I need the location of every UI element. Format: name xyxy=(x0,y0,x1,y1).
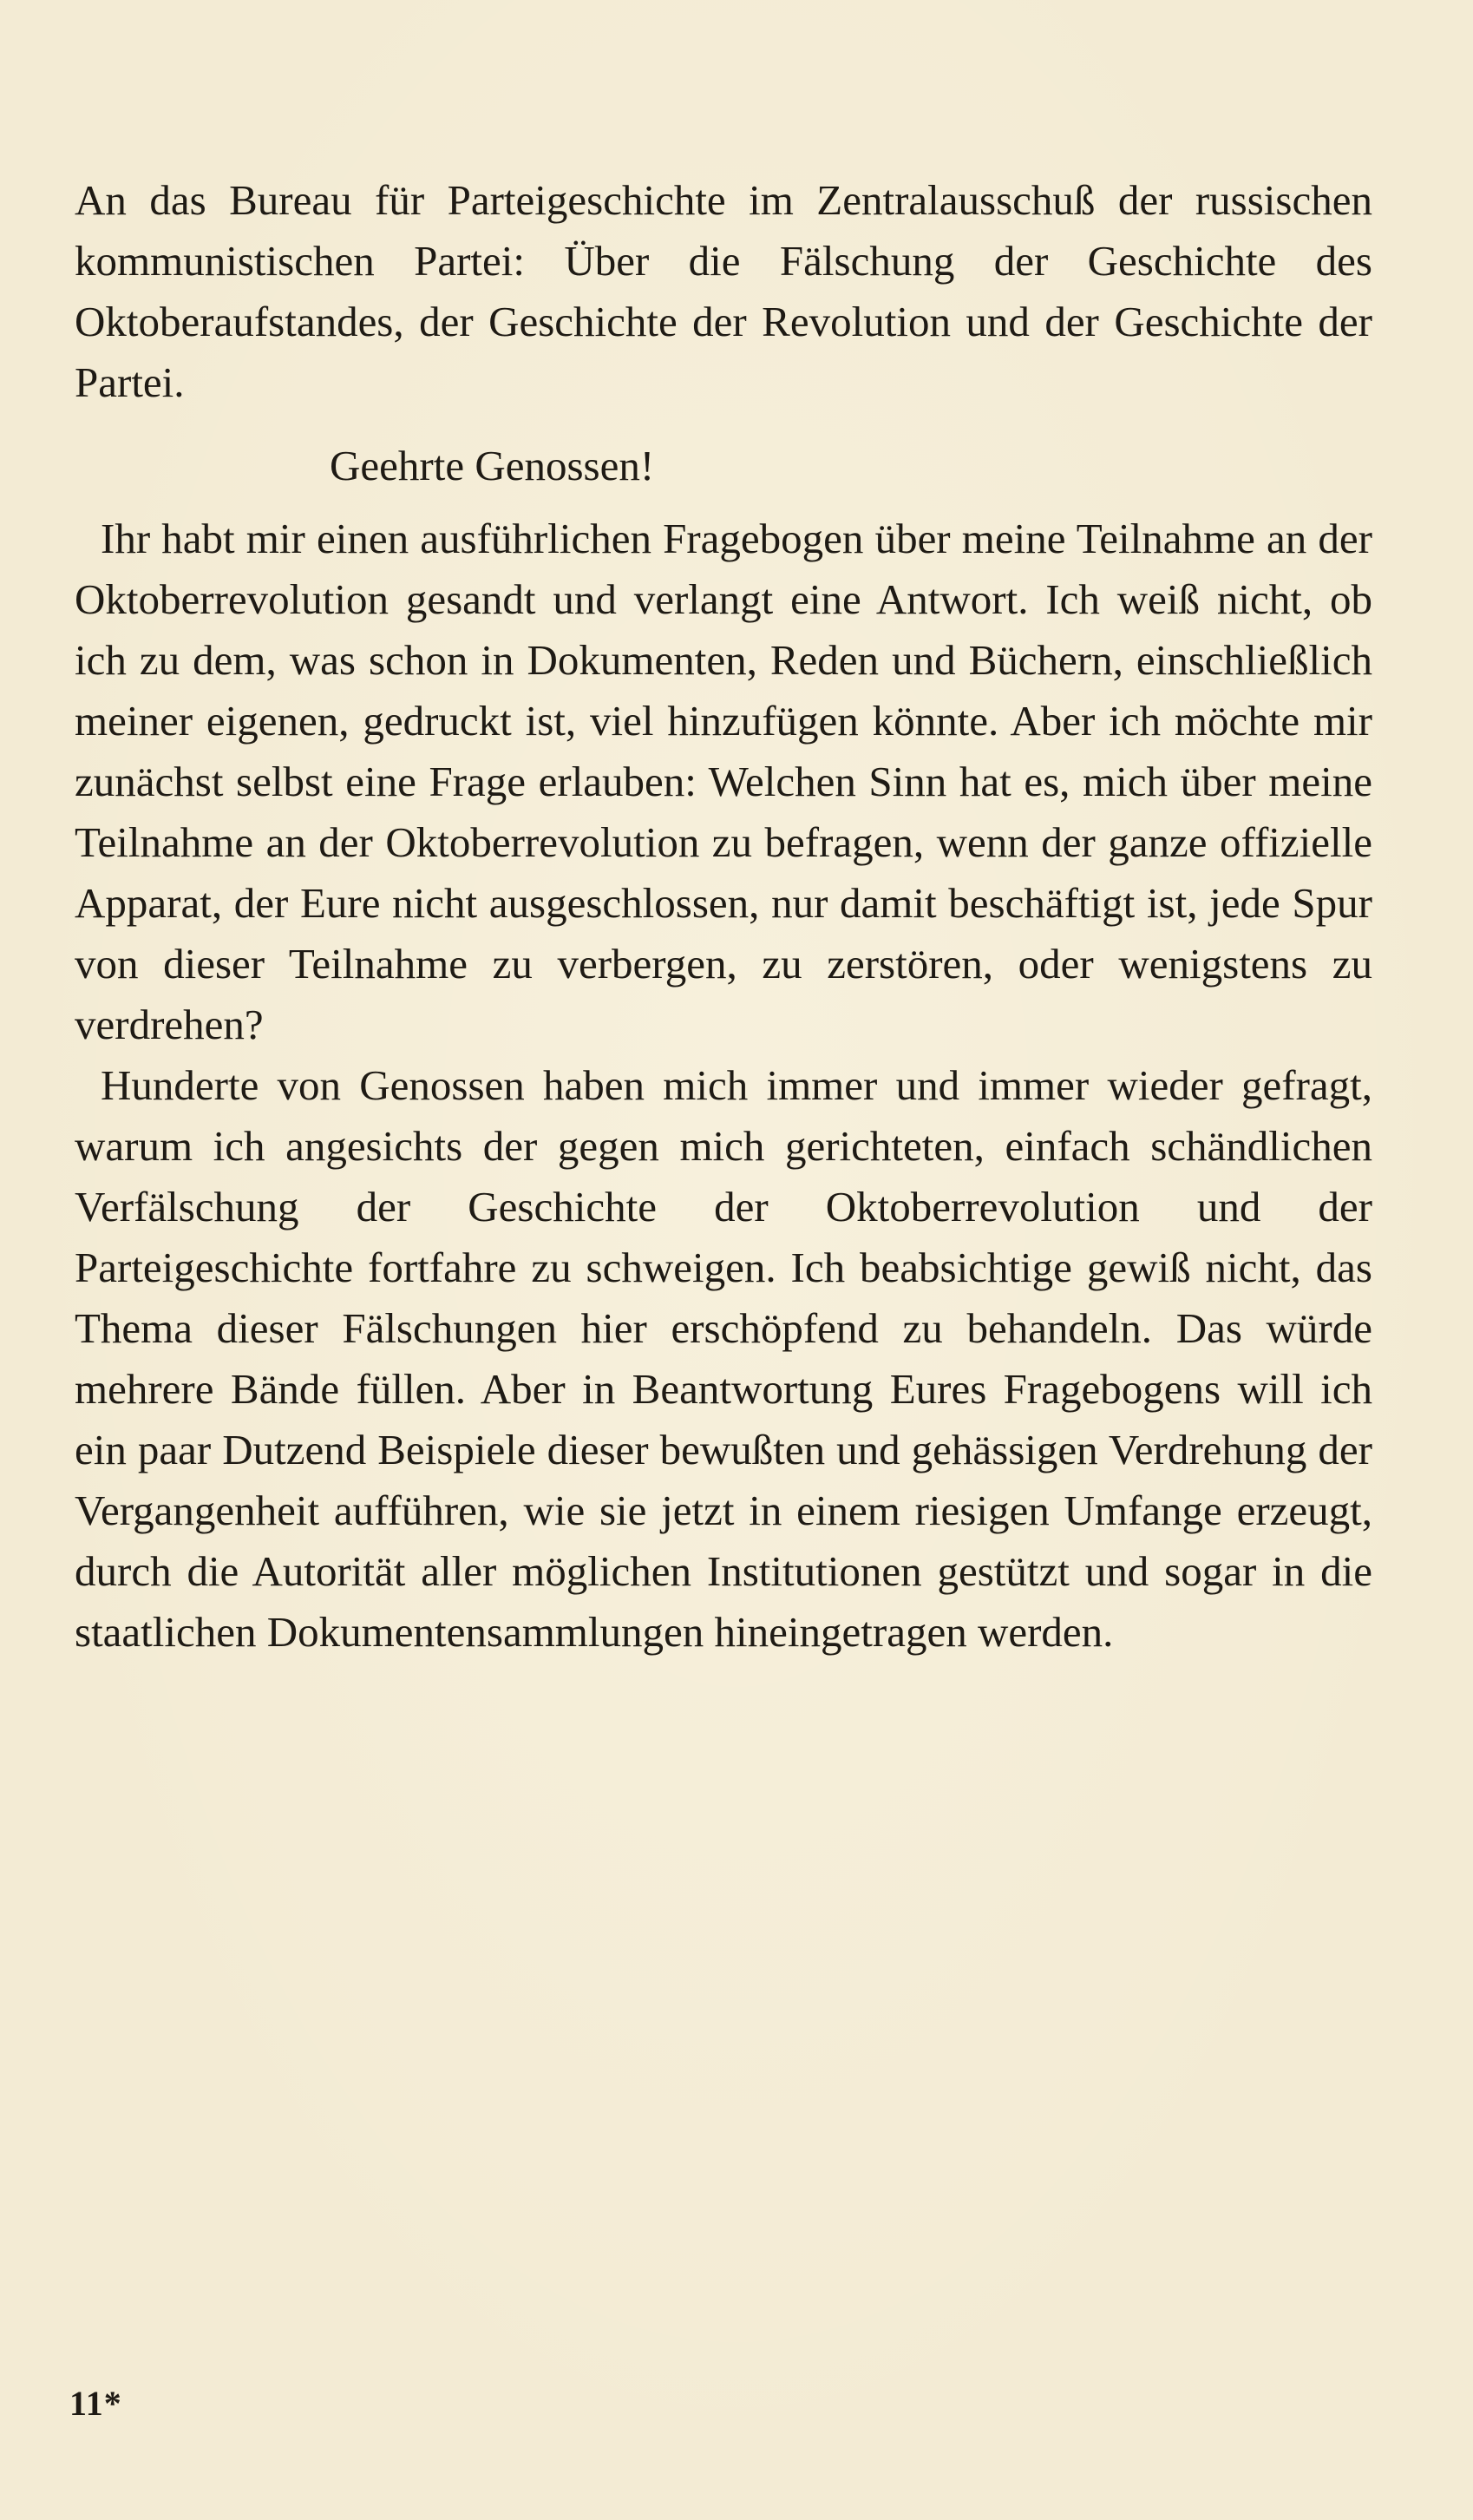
paragraph-2: Hunderte von Genossen haben mich immer und immer wieder gefragt, warum ich angesichts der gegen mich gerichteten, einfach schändlichen Verfälschung der Geschichte der Oktoberrevolution und der Parteigeschichte fortfahre zu schweigen. Ich beabsichtige gewiß nicht, das Thema dieser Fälschungen hier erschöpfend zu behandeln. Das würde mehrere Bände füllen. Aber in Beantwortung Eures Fragebogens will ich ein paar Dutzend Beispiele dieser bewußten und gehässigen Verdrehung der Vergangenheit aufführen, wie sie jetzt in einem riesigen Umfange erzeugt, durch die Autorität aller möglichen Institutionen gestützt und sogar in die staatlichen Dokumentensammlungen hineingetragen werden. xyxy=(75,1061,1372,1656)
paragraph-1: Ihr habt mir einen ausführlichen Fragebogen über meine Teilnahme an der Oktoberrevolution gesandt und verlangt eine Antwort. Ich weiß nicht, ob ich zu dem, was schon in Dokumenten, Reden und Büchern, einschließlich meiner eigenen, gedruckt ist, viel hinzufügen könnte. Aber ich möchte mir zunächst selbst eine Frage erlauben: Welchen Sinn hat es, mich über meine Teilnahme an der Oktoberrevolution zu befragen, wenn der ganze offizielle Apparat, der Eure nicht ausgeschlossen, nur damit beschäftigt ist, jede Spur von dieser Teilnahme zu verbergen, zu zerstören, oder wenigstens zu verdrehen? xyxy=(75,515,1372,1048)
salutation: Geehrte Genossen! xyxy=(330,442,655,489)
letter-heading: An das Bureau für Parteigeschichte im Zentralausschuß der russischen kommunistischen Partei: Über die Fälschung der Geschichte des Oktoberaufstandes, der Geschichte der Revolution und der Geschichte der Partei. xyxy=(75,176,1372,406)
page-text xyxy=(75,170,1372,1663)
signature-mark: 11* xyxy=(69,2384,122,2423)
